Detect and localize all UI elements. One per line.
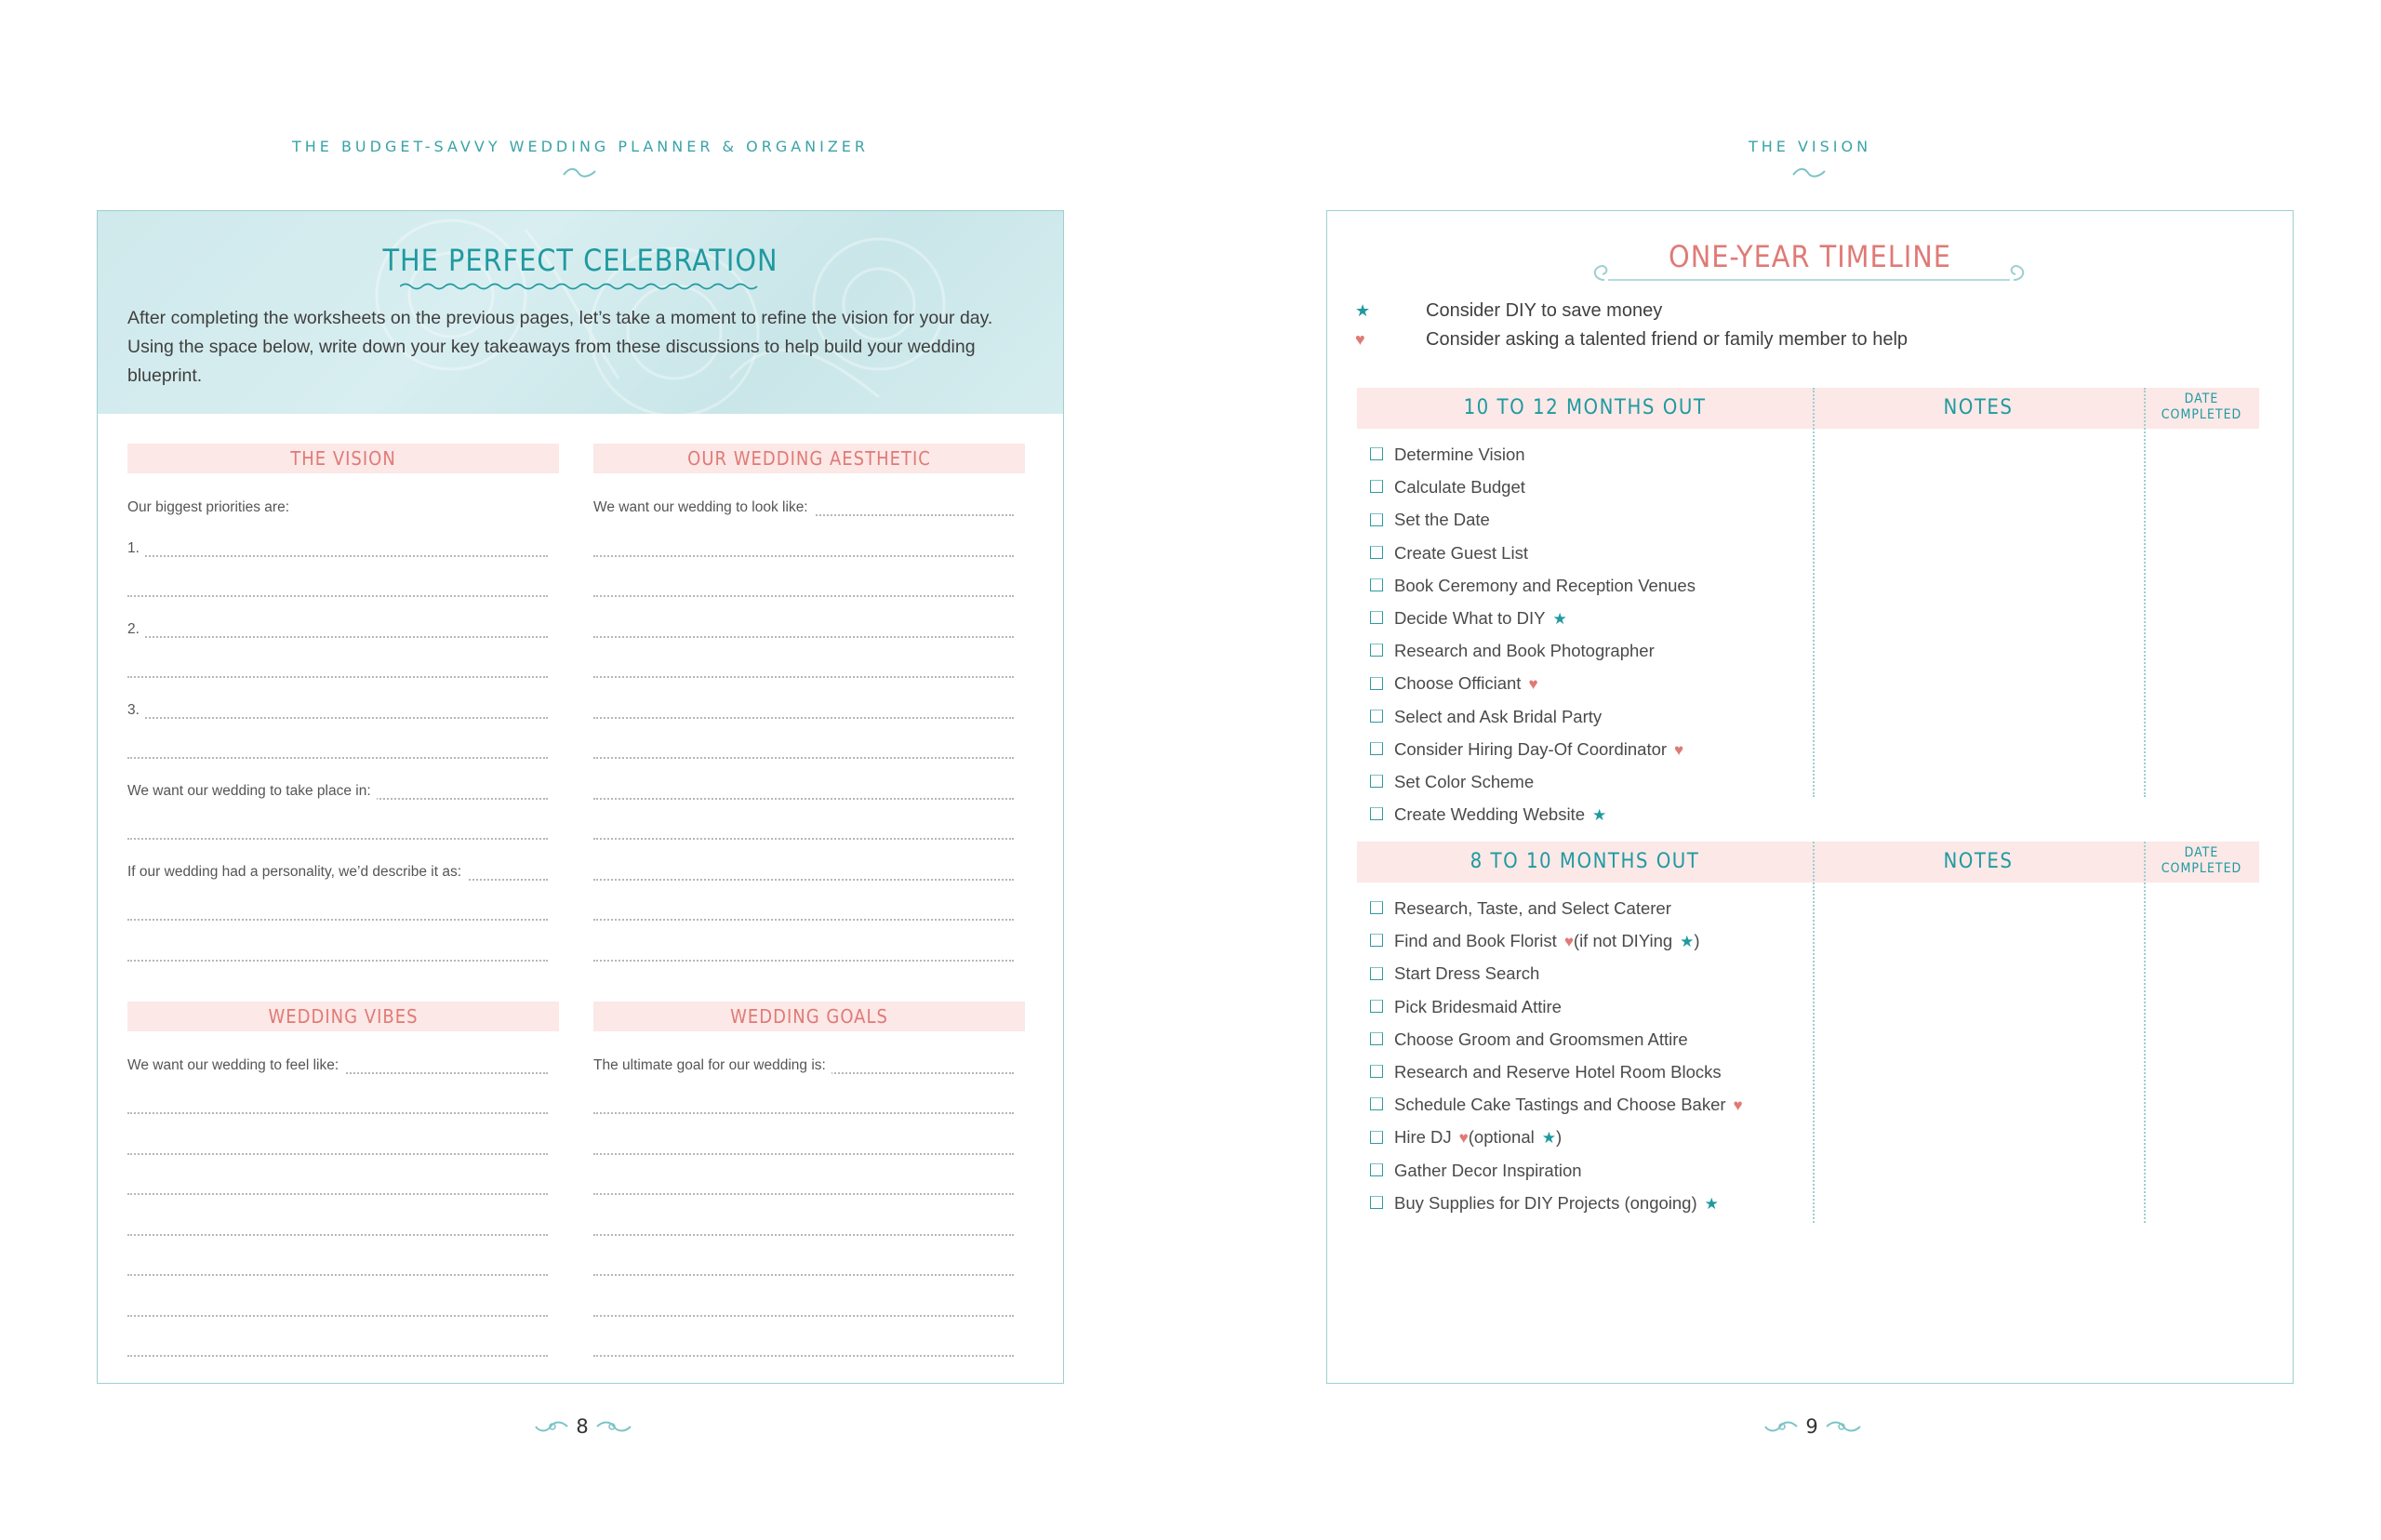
priority-number: 1. bbox=[127, 540, 145, 557]
star-icon: ★ bbox=[1552, 610, 1567, 628]
task-item[interactable] bbox=[1370, 990, 1562, 1023]
period-heading: 10 TO 12 MONTHS OUT bbox=[1463, 396, 1707, 419]
write-line[interactable] bbox=[593, 1193, 1014, 1195]
task-label: Set Color Scheme bbox=[1394, 772, 1535, 791]
page-title: THE PERFECT CELEBRATION bbox=[382, 243, 778, 278]
write-line[interactable] bbox=[127, 1274, 548, 1276]
checkbox[interactable] bbox=[1370, 644, 1383, 657]
write-line[interactable] bbox=[593, 879, 1014, 881]
write-line[interactable] bbox=[127, 555, 548, 557]
star-icon: ★ bbox=[1541, 1129, 1556, 1148]
write-line[interactable] bbox=[593, 1153, 1014, 1155]
checkbox[interactable] bbox=[1370, 775, 1383, 788]
heart-icon: ♥ bbox=[1355, 330, 1365, 349]
heart-icon: ♥ bbox=[1563, 933, 1574, 951]
vibes-prompt: We want our wedding to feel like: bbox=[127, 1057, 344, 1074]
section-heading-vision: THE VISION bbox=[127, 444, 559, 473]
running-head-left: THE BUDGET-SAVVY WEDDING PLANNER & ORGANIZER bbox=[291, 138, 870, 155]
checkbox[interactable] bbox=[1370, 480, 1383, 493]
write-line[interactable] bbox=[127, 1193, 548, 1195]
task-item[interactable] bbox=[1370, 667, 1538, 699]
task-item[interactable] bbox=[1370, 602, 1567, 634]
section-heading-aesthetic: OUR WEDDING AESTHETIC bbox=[593, 444, 1025, 473]
checkbox[interactable] bbox=[1370, 901, 1383, 914]
left-page bbox=[0, 0, 1190, 1540]
wave-underline-icon bbox=[400, 282, 763, 291]
write-line[interactable] bbox=[593, 798, 1014, 800]
checkbox[interactable] bbox=[1370, 1131, 1383, 1144]
star-icon: ★ bbox=[1704, 1194, 1719, 1213]
checkbox[interactable] bbox=[1370, 742, 1383, 755]
page-number: 8 bbox=[576, 1415, 589, 1438]
legend-text: Consider DIY to save money bbox=[1426, 300, 1663, 321]
task-item[interactable] bbox=[1370, 634, 1655, 667]
task-label: Decide What to DIY bbox=[1394, 608, 1546, 628]
legend-helper bbox=[1355, 329, 1908, 351]
star-icon: ★ bbox=[1355, 301, 1371, 320]
checkbox[interactable] bbox=[1370, 1000, 1383, 1013]
star-icon: ★ bbox=[1591, 806, 1607, 825]
task-label: Consider Hiring Day-Of Coordinator bbox=[1394, 738, 1668, 759]
checkbox[interactable] bbox=[1370, 1196, 1383, 1209]
write-line[interactable] bbox=[127, 757, 548, 759]
task-item[interactable] bbox=[1370, 569, 1696, 602]
task-label: Schedule Cake Tastings and Choose Baker bbox=[1394, 1095, 1726, 1115]
write-line[interactable] bbox=[127, 960, 548, 962]
legend-text: Consider asking a talented friend or family member to help bbox=[1426, 329, 1909, 350]
checkbox[interactable] bbox=[1370, 578, 1383, 591]
write-line[interactable] bbox=[127, 595, 548, 597]
write-line[interactable] bbox=[593, 960, 1014, 962]
task-note-close: ) bbox=[1555, 1127, 1563, 1148]
task-label: Research and Book Photographer bbox=[1394, 641, 1655, 661]
table-header-8-10 bbox=[1357, 842, 2259, 883]
aesthetic-prompt: We want our wedding to look like: bbox=[593, 499, 814, 516]
task-label: Start Dress Search bbox=[1394, 963, 1540, 984]
timeline-frame bbox=[1326, 210, 2294, 1384]
write-line[interactable] bbox=[593, 555, 1014, 557]
task-label: Book Ceremony and Reception Venues bbox=[1394, 575, 1696, 595]
checkbox[interactable] bbox=[1370, 1065, 1383, 1078]
checkbox[interactable] bbox=[1370, 546, 1383, 559]
checkbox[interactable] bbox=[1370, 967, 1383, 980]
write-line[interactable] bbox=[127, 717, 548, 719]
heart-icon: ♥ bbox=[1674, 740, 1684, 759]
page-title: ONE-YEAR TIMELINE bbox=[1669, 239, 1951, 274]
column-divider bbox=[2144, 388, 2146, 797]
checkbox[interactable] bbox=[1370, 513, 1383, 526]
task-label: Select and Ask Bridal Party bbox=[1394, 706, 1603, 726]
write-line[interactable] bbox=[593, 1274, 1014, 1276]
right-page bbox=[1190, 0, 2381, 1540]
checkbox[interactable] bbox=[1370, 1163, 1383, 1176]
write-line[interactable] bbox=[127, 636, 548, 638]
task-label: Research, Taste, and Select Caterer bbox=[1394, 898, 1671, 918]
write-line[interactable] bbox=[593, 1234, 1014, 1236]
flourish-icon bbox=[1825, 1419, 1862, 1434]
task-item[interactable] bbox=[1370, 1088, 1743, 1121]
write-line[interactable] bbox=[593, 757, 1014, 759]
running-head-right: THE VISION bbox=[1748, 138, 1872, 155]
task-item[interactable] bbox=[1370, 1055, 1722, 1088]
task-item[interactable] bbox=[1370, 1154, 1582, 1187]
column-divider bbox=[2144, 842, 2146, 1223]
write-line[interactable] bbox=[127, 1234, 548, 1236]
flourish-icon bbox=[562, 166, 599, 180]
legend-diy bbox=[1355, 300, 1662, 322]
heart-icon: ♥ bbox=[1458, 1129, 1469, 1148]
task-item[interactable] bbox=[1370, 892, 1671, 924]
task-label: Create Guest List bbox=[1394, 542, 1528, 563]
notes-heading: NOTES bbox=[1943, 396, 2014, 419]
heart-icon: ♥ bbox=[1528, 675, 1538, 694]
flourish-icon bbox=[595, 1419, 632, 1434]
task-item[interactable] bbox=[1370, 700, 1602, 733]
task-note-close: ) bbox=[1694, 931, 1700, 951]
period-heading: 8 TO 10 MONTHS OUT bbox=[1470, 850, 1700, 873]
task-label: Choose Groom and Groomsmen Attire bbox=[1394, 1029, 1688, 1049]
table-header-10-12 bbox=[1357, 388, 2259, 429]
task-label: Set the Date bbox=[1394, 510, 1490, 530]
write-line[interactable] bbox=[127, 1153, 548, 1155]
checkbox[interactable] bbox=[1370, 677, 1383, 690]
task-label: Gather Decor Inspiration bbox=[1394, 1160, 1582, 1180]
task-item[interactable] bbox=[1370, 471, 1525, 503]
priority-number: 3. bbox=[127, 702, 145, 719]
goals-prompt: The ultimate goal for our wedding is: bbox=[593, 1057, 831, 1074]
heart-icon: ♥ bbox=[1733, 1096, 1743, 1115]
task-item[interactable] bbox=[1370, 1023, 1688, 1055]
title-flourish-icon bbox=[1586, 259, 2032, 287]
section-heading-goals: WEDDING GOALS bbox=[593, 1002, 1025, 1031]
intro-band bbox=[98, 211, 1063, 414]
task-label: Pick Bridesmaid Attire bbox=[1394, 996, 1562, 1016]
task-item[interactable] bbox=[1370, 1121, 1562, 1153]
task-item[interactable] bbox=[1370, 503, 1490, 536]
date-completed-heading: DATE COMPLETED bbox=[2161, 845, 2242, 876]
task-label: Determine Vision bbox=[1394, 445, 1525, 464]
write-line[interactable] bbox=[593, 717, 1014, 719]
notes-heading: NOTES bbox=[1943, 850, 2014, 873]
task-label: Research and Reserve Hotel Room Blocks bbox=[1394, 1062, 1722, 1082]
checkbox[interactable] bbox=[1370, 1097, 1383, 1110]
task-item[interactable] bbox=[1370, 438, 1525, 471]
task-label: Choose Officiant bbox=[1394, 673, 1522, 694]
task-item[interactable] bbox=[1370, 733, 1683, 765]
place-prompt: We want our wedding to take place in: bbox=[127, 783, 377, 800]
write-line[interactable] bbox=[593, 1315, 1014, 1317]
section-heading-vibes: WEDDING VIBES bbox=[127, 1002, 559, 1031]
task-item[interactable] bbox=[1370, 537, 1528, 569]
priority-number: 2. bbox=[127, 621, 145, 638]
write-line[interactable] bbox=[127, 676, 548, 678]
task-label: Hire DJ bbox=[1394, 1127, 1452, 1148]
write-line[interactable] bbox=[127, 1112, 548, 1114]
column-divider bbox=[1813, 388, 1815, 797]
task-label: Buy Supplies for DIY Projects (ongoing) bbox=[1394, 1192, 1697, 1213]
task-item[interactable] bbox=[1370, 924, 1700, 957]
checkbox[interactable] bbox=[1370, 807, 1383, 820]
write-line[interactable] bbox=[127, 1315, 548, 1317]
write-line[interactable] bbox=[593, 838, 1014, 840]
checkbox[interactable] bbox=[1370, 447, 1383, 460]
task-note: (if not DIYing bbox=[1573, 931, 1673, 951]
write-line[interactable] bbox=[593, 1112, 1014, 1114]
task-item[interactable] bbox=[1370, 798, 1606, 830]
checkbox[interactable] bbox=[1370, 934, 1383, 947]
write-line[interactable] bbox=[127, 1355, 548, 1357]
write-line[interactable] bbox=[593, 636, 1014, 638]
task-item[interactable] bbox=[1370, 1187, 1719, 1219]
write-line[interactable] bbox=[593, 676, 1014, 678]
page-number: 9 bbox=[1805, 1415, 1818, 1438]
intro-paragraph: After completing the worksheets on the previous pages, let’s take a moment to refine the vision for your day. Using the space below, write down your key takeaways from these discussions to help build your wedding blueprint. bbox=[127, 308, 993, 386]
date-completed-heading: DATE COMPLETED bbox=[2161, 392, 2242, 422]
task-label: Create Wedding Website bbox=[1394, 804, 1585, 825]
checkbox[interactable] bbox=[1370, 710, 1383, 723]
task-label: Find and Book Florist bbox=[1394, 931, 1557, 951]
priorities-prompt: Our biggest priorities are: bbox=[127, 499, 295, 516]
write-line[interactable] bbox=[593, 919, 1014, 921]
checkbox[interactable] bbox=[1370, 611, 1383, 624]
task-label: Calculate Budget bbox=[1394, 477, 1525, 498]
flourish-icon bbox=[1763, 1419, 1801, 1434]
task-note: (optional bbox=[1468, 1127, 1535, 1148]
flourish-icon bbox=[1791, 166, 1829, 180]
flourish-icon bbox=[534, 1419, 571, 1434]
personality-prompt: If our wedding had a personality, we’d describe it as: bbox=[127, 864, 467, 881]
write-line[interactable] bbox=[127, 838, 548, 840]
column-divider bbox=[1813, 842, 1815, 1223]
star-icon: ★ bbox=[1680, 933, 1695, 951]
write-line[interactable] bbox=[127, 919, 548, 921]
task-item[interactable] bbox=[1370, 765, 1534, 798]
write-line[interactable] bbox=[593, 1355, 1014, 1357]
task-item[interactable] bbox=[1370, 957, 1539, 989]
worksheet-frame bbox=[97, 210, 1064, 1384]
write-line[interactable] bbox=[593, 595, 1014, 597]
checkbox[interactable] bbox=[1370, 1032, 1383, 1045]
